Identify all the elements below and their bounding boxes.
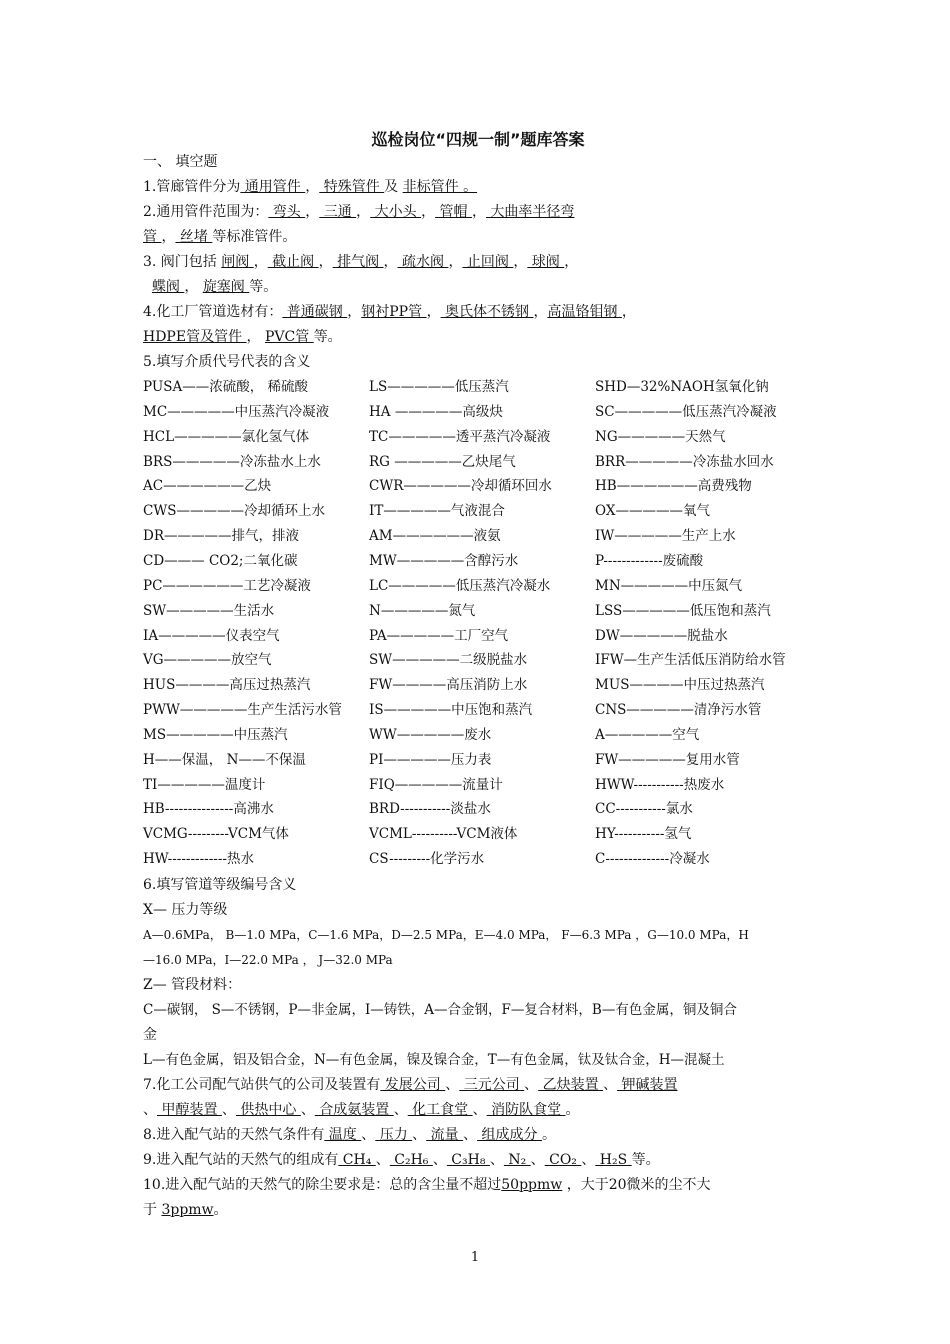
q8-prefix: 8.进入配气站的天然气条件有 bbox=[143, 1127, 325, 1143]
media-code-cell: HW-------------热水 bbox=[143, 851, 254, 868]
media-code-cell: N—————氮气 bbox=[369, 602, 476, 619]
q6-material-line-2: 金 bbox=[143, 1027, 157, 1043]
q4-prefix: 4.化工厂管道选材有： bbox=[143, 304, 283, 320]
media-code-cell: HUS————高压过热蒸汽 bbox=[143, 677, 311, 694]
media-code-cell: HB---------------高沸水 bbox=[143, 801, 274, 818]
question-4: 4.化工厂管道选材有： 普通碳钢 ，钢衬PP管 ， 奥氏体不锈钢 ，高温铬钼钢 ， bbox=[143, 304, 636, 320]
q9-answer-3: C₃H₈ bbox=[446, 1152, 490, 1168]
q9-answer-4: N₂ bbox=[503, 1152, 531, 1168]
question-3-cont: 蝶阀 ， 旋塞阀 等。 bbox=[151, 279, 278, 295]
media-code-cell: PWW—————生产生活污水管 bbox=[143, 702, 342, 719]
q10-prefix: 10.进入配气站的天然气的除尘要求是：总的含尘量不超过 bbox=[143, 1177, 502, 1193]
media-code-cell: OX—————氧气 bbox=[595, 503, 710, 520]
q3-answer-8: 旋塞阀 bbox=[202, 279, 250, 295]
q1-answer-2: 特殊管件 bbox=[319, 179, 385, 195]
q4-answer-5: HDPE管及管件 bbox=[143, 329, 247, 345]
media-code-cell: TI—————温度计 bbox=[143, 776, 266, 793]
q6-pressure-line-2: —16.0 MPa，I—22.0 MPa ， J—32.0 MPa bbox=[143, 953, 393, 967]
page-title: 巡检岗位“四规一制”题库答案 bbox=[371, 130, 585, 149]
question-10 bbox=[143, 1175, 813, 1195]
q9-answer-5: CO₂ bbox=[544, 1152, 582, 1168]
media-code-cell: FW————高压消防上水 bbox=[369, 677, 528, 694]
question-6: 6.填写管道等级编号含义 bbox=[143, 877, 297, 893]
q2-answer-4: 管帽 bbox=[435, 204, 472, 220]
q3-answer-2: 截止阀 bbox=[267, 254, 319, 270]
q4-answer-4: 高温铬钼钢 bbox=[547, 304, 622, 320]
media-code-cell: MW—————含醇污水 bbox=[369, 552, 519, 569]
media-code-cell: NG—————天然气 bbox=[595, 428, 726, 445]
q3-answer-5: 止回阀 bbox=[462, 254, 514, 270]
media-code-cell: SW—————生活水 bbox=[143, 602, 275, 619]
media-code-cell: PA—————工厂空气 bbox=[369, 627, 509, 644]
media-code-cell: IFW—生产生活低压消防给水管 bbox=[595, 652, 786, 669]
media-code-cell: MUS————中压过热蒸汽 bbox=[595, 677, 765, 694]
q2-answer-5b: 管 bbox=[143, 229, 162, 245]
q4-answer-6: PVC管 bbox=[264, 329, 314, 345]
media-code-cell: LSS—————低压饱和蒸汽 bbox=[595, 602, 771, 619]
media-code-cell: FW—————复用水管 bbox=[595, 751, 740, 768]
q7-prefix: 7.化工公司配气站供气的公司及装置有 bbox=[143, 1077, 381, 1093]
media-code-cell: PI—————压力表 bbox=[369, 751, 492, 768]
q1-sep1: ， bbox=[305, 179, 320, 195]
q7-answer-8: 化工食堂 bbox=[407, 1102, 473, 1118]
q6-material-heading: Z— 管段材料： bbox=[143, 977, 242, 993]
media-code-cell: DW—————脱盐水 bbox=[595, 627, 728, 644]
q2-answer-6: 丝堵 bbox=[175, 229, 213, 245]
question-2: 2.通用管件范围为： 弯头 ， 三通 ， 大小头 ， 管帽 ， 大曲率半径弯 bbox=[143, 204, 575, 220]
media-code-cell: VCML----------VCM液体 bbox=[369, 826, 518, 843]
media-code-cell: VG—————放空气 bbox=[143, 652, 272, 669]
q10-answer-1: 50ppmw bbox=[501, 1177, 563, 1193]
q7-answer-4: 钾碱装置 bbox=[617, 1077, 678, 1093]
question-5: 5.填写介质代号代表的含义 bbox=[143, 354, 311, 370]
q2-answer-1: 弯头 bbox=[268, 204, 306, 220]
media-code-cell: A—————空气 bbox=[595, 726, 700, 743]
media-code-cell: C--------------冷凝水 bbox=[595, 851, 710, 868]
q1-answer-3: 非标管件 。 bbox=[402, 179, 478, 195]
media-code-cell: AM——————液氨 bbox=[369, 528, 501, 545]
media-code-cell: SW—————二级脱盐水 bbox=[369, 652, 528, 669]
q3-prefix: 3. 阀门包括 bbox=[143, 254, 222, 270]
media-code-cell: PUSA——浓硫酸， 稀硫酸 bbox=[143, 379, 309, 395]
media-code-cell: HA —————高级炔 bbox=[369, 403, 503, 420]
q2-answer-5: 大曲率半径弯 bbox=[485, 204, 575, 220]
q7-answer-1: 发展公司 bbox=[380, 1077, 446, 1093]
media-code-cell: CS---------化学污水 bbox=[369, 851, 485, 868]
page-number: 1 bbox=[470, 1250, 480, 1265]
media-code-cell: LS—————低压蒸汽 bbox=[369, 379, 509, 395]
q9-prefix: 9.进入配气站的天然气的组成有 bbox=[143, 1152, 339, 1168]
question-10-cont bbox=[143, 1200, 813, 1220]
q7-answer-7: 合成氨装置 bbox=[314, 1102, 394, 1118]
question-3: 3. 阀门包括 闸阀 ， 截止阀 ， 排气阀 ， 疏水阀 ， 止回阀 ， 球阀 ， bbox=[143, 254, 579, 270]
q3-answer-4: 疏水阀 bbox=[397, 254, 449, 270]
media-code-cell: HWW-----------热废水 bbox=[595, 776, 725, 793]
q1-sep2: 及 bbox=[384, 179, 403, 195]
q7-answer-2: 三元公司 bbox=[459, 1077, 525, 1093]
question-7-cont: 、 甲醇装置 、 供热中心 、 合成氨装置 、 化工食堂 、 消防队食堂 。 bbox=[143, 1102, 580, 1118]
media-code-cell: CWR—————冷却循环回水 bbox=[369, 478, 552, 495]
media-code-cell: AC——————乙炔 bbox=[143, 478, 272, 495]
question-4-cont: HDPE管及管件 ， PVC管 等。 bbox=[143, 329, 342, 345]
section-heading: 一、 填空题 bbox=[143, 154, 218, 170]
q2-answer-3: 大小头 bbox=[370, 204, 422, 220]
q1-answer-1: 通用管件 bbox=[240, 179, 306, 195]
q9-suffix: 等。 bbox=[631, 1152, 660, 1168]
q9-answer-1: CH₄ bbox=[338, 1152, 376, 1168]
media-code-cell: CD——— CO2;二氧化碳 bbox=[143, 552, 298, 569]
q7-answer-6: 供热中心 bbox=[235, 1102, 301, 1118]
q3-answer-7: 蝶阀 bbox=[151, 279, 185, 295]
media-code-cell: BRS—————冷冻盐水上水 bbox=[143, 453, 321, 470]
media-code-cell: LC—————低压蒸汽冷凝水 bbox=[369, 577, 551, 594]
q3-answer-3: 排气阀 bbox=[332, 254, 384, 270]
q6-material-line-3: L—有色金属，铝及铝合金，N—有色金属，镍及镍合金，T—有色金属，钛及钛合金，H—混凝土 bbox=[143, 1052, 725, 1068]
media-code-cell: BRR—————冷冻盐水回水 bbox=[595, 453, 774, 470]
media-code-cell: VCMG---------VCM气体 bbox=[143, 826, 289, 843]
q10-line2-prefix: 于 bbox=[143, 1202, 162, 1218]
question-7: 7.化工公司配气站供气的公司及装置有 发展公司 、 三元公司 、 乙炔装置 、 钾碱装置 bbox=[143, 1077, 678, 1093]
q8-answer-2: 压力 bbox=[375, 1127, 413, 1143]
question-2-cont: 管 ， 丝堵 等标准管件。 bbox=[143, 229, 297, 245]
q4-answer-3: 奥氏体不锈钢 bbox=[440, 304, 534, 320]
q9-answer-2: C₂H₆ bbox=[389, 1152, 433, 1168]
media-code-cell: IS—————中压饱和蒸汽 bbox=[369, 702, 533, 719]
media-code-cell: IW—————生产上水 bbox=[595, 528, 736, 545]
question-8: 8.进入配气站的天然气条件有 温度 、 压力 、 流量 、 组成成分 。 bbox=[143, 1127, 556, 1143]
media-code-cell: TC—————透平蒸汽冷凝液 bbox=[369, 428, 551, 445]
q2-suffix: 等标准管件。 bbox=[212, 229, 297, 245]
q10-answer-2: 3ppmw bbox=[161, 1202, 214, 1218]
q6-material-line-1: C—碳钢， S—不锈钢，P—非金属，I—铸铁，A—合金钢，F—复合材料，B—有色金属，铜及铜合 bbox=[143, 1002, 737, 1018]
media-code-cell: HY-----------氢气 bbox=[595, 826, 692, 843]
q10-mid: ，大于20微米的尘不大 bbox=[562, 1177, 711, 1193]
q8-answer-3: 流量 bbox=[426, 1127, 464, 1143]
media-code-cell: HB——————高费残物 bbox=[595, 478, 752, 495]
q7-answer-5: 甲醇装置 bbox=[157, 1102, 222, 1118]
media-code-cell: IT—————气液混合 bbox=[369, 503, 505, 520]
q8-answer-4: 组成成分 bbox=[477, 1127, 542, 1143]
q10-suffix: 。 bbox=[213, 1202, 228, 1218]
media-code-cell: HCL—————氯化氢气体 bbox=[143, 428, 310, 445]
question-9: 9.进入配气站的天然气的组成有 CH₄ 、 C₂H₆ 、 C₃H₈ 、 N₂ 、 CO₂ 、 H₂S 等。 bbox=[143, 1152, 660, 1168]
question-1 bbox=[143, 177, 813, 197]
media-code-cell: CNS—————清净污水管 bbox=[595, 702, 762, 719]
q2-prefix: 2.通用管件范围为： bbox=[143, 204, 269, 220]
q9-answer-6: H₂S bbox=[595, 1152, 632, 1168]
media-code-cell: P-------------废硫酸 bbox=[595, 552, 704, 569]
q6-pressure-heading: X— 压力等级 bbox=[143, 902, 228, 918]
media-code-cell: BRD-----------淡盐水 bbox=[369, 801, 491, 818]
media-code-cell: SC—————低压蒸汽冷凝液 bbox=[595, 403, 777, 420]
media-code-cell: IA—————仪表空气 bbox=[143, 627, 280, 644]
q3-suffix: 等。 bbox=[249, 279, 278, 295]
q6-pressure-line-1: A—0.6MPa， B—1.0 MPa，C—1.6 MPa，D—2.5 MPa，E—4.0 MPa， F—6.3 MPa ，G—10.0 MPa，H bbox=[143, 928, 749, 942]
media-code-cell: CWS—————冷却循环上水 bbox=[143, 503, 325, 520]
media-code-cell: MN—————中压氮气 bbox=[595, 577, 743, 594]
q7-answer-3: 乙炔装置 bbox=[538, 1077, 604, 1093]
media-code-cell: MS—————中压蒸汽 bbox=[143, 726, 288, 743]
media-code-cell: SHD—32%NAOH氢氧化钠 bbox=[595, 379, 769, 395]
q3-answer-1: 闸阀 bbox=[221, 254, 254, 270]
q2-answer-2: 三通 bbox=[319, 204, 357, 220]
q4-answer-1: 普通碳钢 bbox=[282, 304, 348, 320]
media-code-cell: H——保温， N——不保温 bbox=[143, 751, 306, 768]
media-code-cell: MC—————中压蒸汽冷凝液 bbox=[143, 403, 330, 420]
q7-suffix: 。 bbox=[565, 1102, 580, 1118]
q8-suffix: 。 bbox=[541, 1127, 556, 1143]
q1-prefix: 1.管廊管件分为 bbox=[143, 179, 241, 195]
q4-suffix: 等。 bbox=[313, 329, 342, 345]
media-code-cell: DR—————排气，排液 bbox=[143, 528, 299, 545]
media-code-cell: FIQ—————流量计 bbox=[369, 776, 503, 793]
q8-answer-1: 温度 bbox=[324, 1127, 362, 1143]
media-code-cell: WW—————废水 bbox=[369, 726, 492, 743]
media-code-cell: PC——————工艺冷凝液 bbox=[143, 577, 311, 594]
media-code-cell: RG —————乙炔尾气 bbox=[369, 453, 516, 470]
q7-answer-9: 消防队食堂 bbox=[486, 1102, 566, 1118]
q3-answer-6: 球阀 bbox=[527, 254, 565, 270]
media-code-cell: CC-----------氯水 bbox=[595, 801, 693, 818]
q4-answer-2: 钢衬PP管 bbox=[361, 304, 427, 320]
